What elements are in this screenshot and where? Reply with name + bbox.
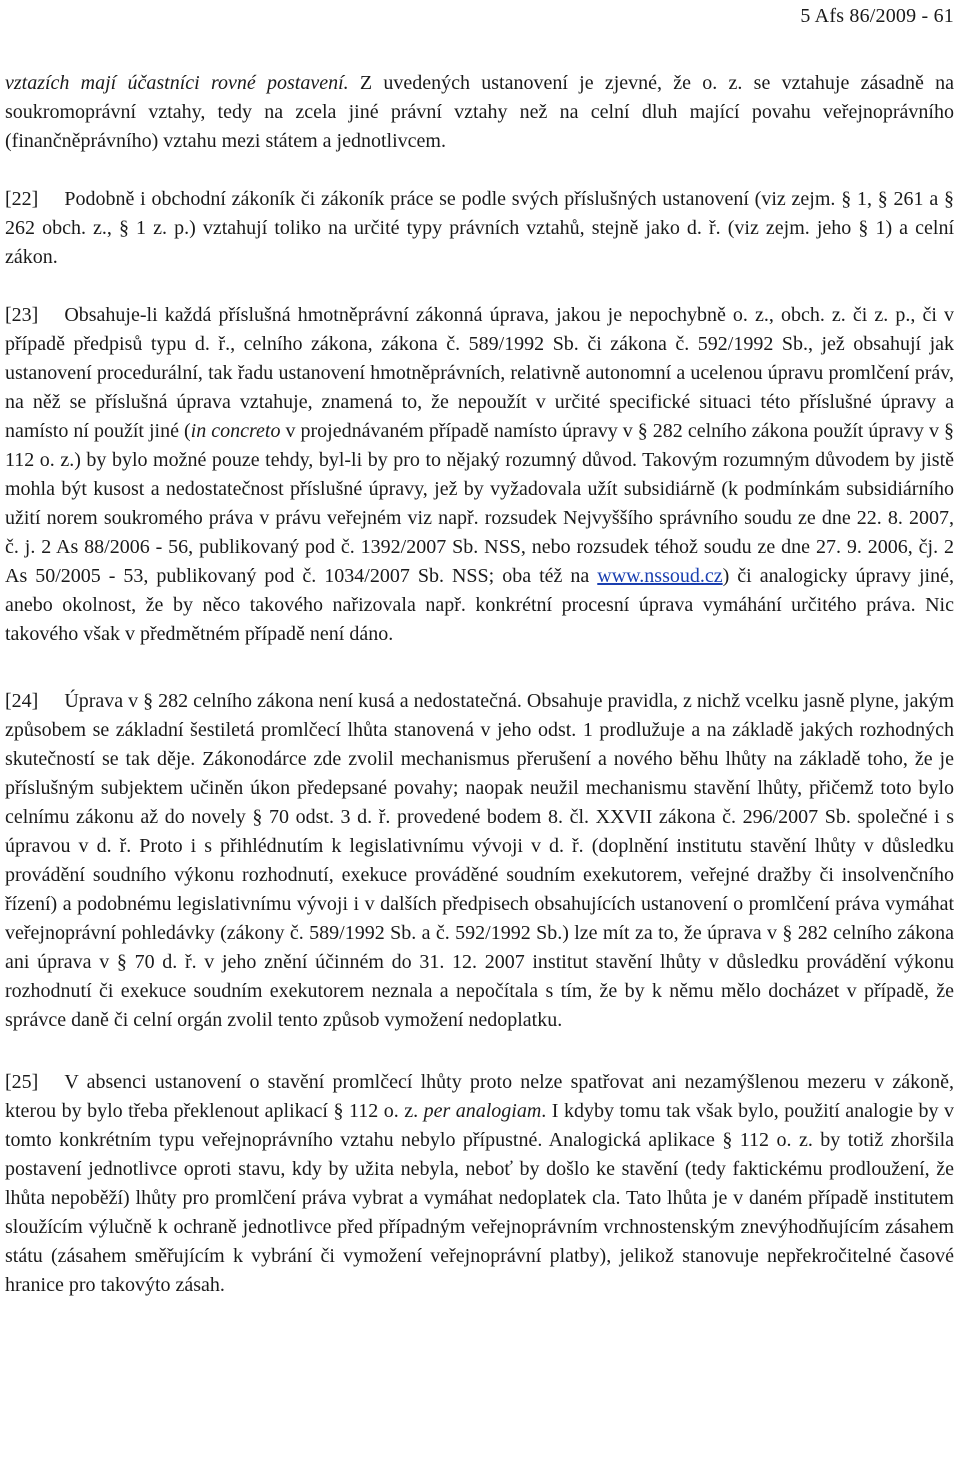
paragraph-number: [25] xyxy=(5,1071,39,1093)
paragraph-text: ) či analogicky úpravy jiné, anebo okolnost, že by něco takového nařizovala např. konkrétní procesní úprava vymáhání určitého práva. Nic takového však v předmětném případě není dáno. xyxy=(5,565,954,645)
paragraph-text: Obsahuje-li každá příslušná hmotněprávní zákonná úprava, jakou je nepochybně o. z., obch. z. či z. p., či v případě předpisů typu d. ř., celního zákona, zákona č. 589/1992 Sb. či zákona č. 592/1992 Sb., jež obsahují jak ustanovení procedurální, tak řadu ustanovení hmotněprávních, relativně autonomní a ucelenou úpravu promlčení práv, na něž se příslušná úprava vztahuje, znamená to, že nepoužít v určité specifické situaci této příslušné úpravy a namísto ní použít jiné ( xyxy=(5,304,954,442)
paragraph-text: Z uvedených ustanovení je zjevné, že o. z. se vztahuje zásadně na soukromoprávní vztahy, tedy na zcela jiné právní vztahy než na celní dluh mající povahu veřejnoprávního (finančněprávního) vztahu mezi státem a jednotlivcem. xyxy=(5,72,954,152)
paragraph-number: [22] xyxy=(5,188,39,210)
paragraph-23 xyxy=(5,301,954,649)
italic-lead: vztazích mají účastníci rovné postavení. xyxy=(5,72,349,94)
paragraph-text: . I kdyby tomu tak však bylo, použití analogie by v tomto konkrétním typu veřejnoprávního vztahu nebylo přípustné. Analogická aplikace § 112 o. z. by totiž zhoršila postavení jednotlivce oproti stavu, kdy by užita nebyla, neboť by došlo ke stavění (tedy faktickému prodloužení, že lhůta nepoběží) lhůty pro promlčení práva vybrat a vymáhat nedoplatek cla. Tato lhůta je v daném případě institutem sloužícím výlučně k ochraně jednotlivce před případným veřejnoprávním vrchnostenským znevýhodňujícím zásahem státu (zásahem směřujícím k vybrání či vymožení veřejnoprávní platby), jelikož stanovuje nepřekročitelné časové hranice pro takovýto zásah. xyxy=(5,1100,954,1296)
paragraph-number: [23] xyxy=(5,304,39,326)
paragraph-text: V absenci ustanovení o stavění promlčecí lhůty proto nelze spatřovat ani nezamýšlenou mezeru v zákoně, kterou by bylo třeba překlenout aplikací § 112 o. z. xyxy=(5,1071,954,1122)
nssoud-link[interactable]: www.nssoud.cz xyxy=(597,565,723,587)
paragraph-24 xyxy=(5,687,954,1035)
paragraph-25 xyxy=(5,1068,954,1300)
italic-term: per analogiam xyxy=(423,1100,542,1122)
italic-term: in concreto xyxy=(190,420,281,442)
paragraph-text: Podobně i obchodní zákoník či zákoník práce se podle svých příslušných ustanovení (viz zejm. § 1, § 261 a § 262 obch. z., § 1 z. p.) vztahují toliko na určité typy právních vztahů, stejně jako d. ř. (viz zejm. jeho § 1) a celní zákon. xyxy=(5,188,954,268)
paragraph-text: Úprava v § 282 celního zákona není kusá a nedostatečná. Obsahuje pravidla, z nichž vcelku jasně plyne, jakým způsobem se základní šestiletá promlčecí lhůta stanovená v jeho odst. 1 prodlužuje a na základě jakých rozhodných skutečností se tak děje. Zákonodárce zde zvolil mechanismus přerušení a nového běhu lhůty na základě toho, že je příslušným subjektem učiněn úkon předepsané povahy; naopak neužil mechanismu stavění lhůty, přičemž toto bylo celnímu zákonu až do novely § 70 odst. 3 d. ř. provedené bodem 8. čl. XXVII zákona č. 296/2007 Sb. společné i s úpravou v d. ř. Proto i s přihlédnutím k legislativnímu vývoji v d. ř. (doplnění institutu stavění lhůty v důsledku provádění soudního výkonu rozhodnutí, exekuce prováděné soudním exekutorem, veřejné dražby či insolvenčního řízení) a podobnému legislativnímu vývoji i v dalších předpisech obsahujících ustanovení o promlčení práva vymáhat veřejnoprávní pohledávky (zákony č. 589/1992 Sb. a č. 592/1992 Sb.) lze mít za to, že úprava v § 282 celního zákona ani úprava v § 70 d. ř. v jeho znění účinném do 31. 12. 2007 institut stavění lhůty v důsledku provádění výkonu rozhodnutí či exekuce soudním exekutorem neznala a nepočítala s tím, že by k němu mělo docházet v případě, že správce daně či celní orgán zvolil tento způsob vymožení nedoplatku. xyxy=(5,690,955,1031)
paragraph-continuation xyxy=(5,69,954,156)
paragraph-number: [24] xyxy=(5,690,39,712)
paragraph-text: v projednávaném případě namísto úpravy v § 282 celního zákona použít úpravy v § 112 o. z.) by bylo možné pouze tehdy, byl-li by pro to nějaký rozumný důvod. Takovým rozumným důvodem by jistě mohla být kusost a nedostatečnost příslušné úpravy, jež by vyžadovala užít subsidiárně (k podmínkám subsidiárního užití norem soukromého práva v právu veřejném viz např. rozsudek Nejvyššího správního soudu ze dne 22. 8. 2007, č. j. 2 As 88/2006 - 56, publikovaný pod č. 1392/2007 Sb. NSS, nebo rozsudek téhož soudu ze dne 27. 9. 2006, čj. 2 As 50/2005 - 53, publikovaný pod č. 1034/2007 Sb. NSS; oba též na xyxy=(5,420,954,587)
case-reference: 5 Afs 86/2009 - 61 xyxy=(800,5,954,27)
paragraph-22 xyxy=(5,185,954,272)
